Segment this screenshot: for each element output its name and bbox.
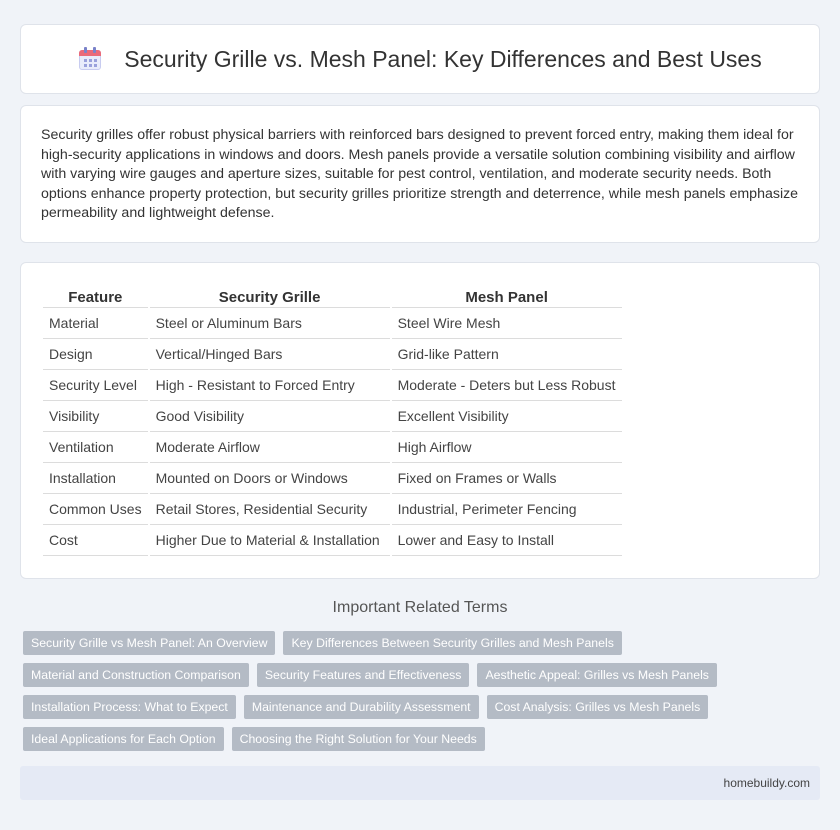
security-grille-cell: Good Visibility (150, 401, 390, 432)
mesh-panel-cell: Lower and Easy to Install (392, 525, 622, 556)
related-term-tag[interactable]: Maintenance and Durability Assessment (244, 695, 479, 719)
header-feature: Feature (43, 288, 148, 308)
related-terms-list (23, 631, 823, 759)
related-term-tag[interactable]: Material and Construction Comparison (23, 663, 249, 687)
mesh-panel-cell: Steel Wire Mesh (392, 308, 622, 339)
mesh-panel-cell: Moderate - Deters but Less Robust (392, 370, 622, 401)
feature-cell: Visibility (43, 401, 148, 432)
related-term-tag[interactable]: Choosing the Right Solution for Your Needs (232, 727, 485, 751)
related-terms-title: Important Related Terms (332, 599, 508, 616)
footer (20, 766, 820, 800)
table-header-row (43, 288, 622, 308)
table-row (43, 370, 622, 401)
security-grille-cell: Higher Due to Material & Installation (150, 525, 390, 556)
security-grille-cell: Moderate Airflow (150, 432, 390, 463)
related-terms-row (23, 695, 823, 719)
feature-cell: Design (43, 339, 148, 370)
table-row (43, 525, 622, 556)
title-card (20, 24, 820, 94)
related-terms-row (23, 727, 823, 751)
feature-cell: Material (43, 308, 148, 339)
mesh-panel-cell: Fixed on Frames or Walls (392, 463, 622, 494)
footer-site: homebuildy.com (723, 776, 810, 790)
security-grille-cell: High - Resistant to Forced Entry (150, 370, 390, 401)
header-mesh-panel: Mesh Panel (392, 288, 622, 308)
header-security-grille: Security Grille (150, 288, 390, 308)
related-terms-row (23, 631, 823, 655)
related-term-tag[interactable]: Cost Analysis: Grilles vs Mesh Panels (487, 695, 709, 719)
related-term-tag[interactable]: Aesthetic Appeal: Grilles vs Mesh Panels (477, 663, 717, 687)
table-row (43, 401, 622, 432)
security-grille-cell: Retail Stores, Residential Security (150, 494, 390, 525)
page-title (78, 46, 761, 73)
related-term-tag[interactable]: Ideal Applications for Each Option (23, 727, 224, 751)
feature-cell: Ventilation (43, 432, 148, 463)
related-term-tag[interactable]: Security Grille vs Mesh Panel: An Overview (23, 631, 275, 655)
mesh-panel-cell: High Airflow (392, 432, 622, 463)
related-term-tag[interactable]: Key Differences Between Security Grilles and Mesh Panels (283, 631, 621, 655)
comparison-card (20, 262, 820, 579)
calendar-icon (78, 46, 102, 72)
table-row (43, 432, 622, 463)
related-term-tag[interactable]: Installation Process: What to Expect (23, 695, 236, 719)
security-grille-cell: Vertical/Hinged Bars (150, 339, 390, 370)
table-row (43, 463, 622, 494)
table-row (43, 494, 622, 525)
related-terms-row (23, 663, 823, 687)
related-term-tag[interactable]: Security Features and Effectiveness (257, 663, 470, 687)
mesh-panel-cell: Excellent Visibility (392, 401, 622, 432)
feature-cell: Security Level (43, 370, 148, 401)
comparison-table (41, 288, 624, 556)
table-row (43, 339, 622, 370)
feature-cell: Common Uses (43, 494, 148, 525)
page-title-text: Security Grille vs. Mesh Panel: Key Differences and Best Uses (124, 45, 762, 72)
feature-cell: Installation (43, 463, 148, 494)
mesh-panel-cell: Industrial, Perimeter Fencing (392, 494, 622, 525)
mesh-panel-cell: Grid-like Pattern (392, 339, 622, 370)
intro-paragraph: Security grilles offer robust physical barriers with reinforced bars designed to prevent forced entry, making them ideal for high-security applications in windows and doors. Mesh panels provide a versatile solution combining visibility and airflow with varying wire gauges and aperture sizes, suitable for pest control, ventilation, and moderate security needs. Both options enhance property protection, but security grilles prioritize strength and deterrence, while mesh panels emphasize permeability and lightweight defense. (41, 127, 799, 221)
security-grille-cell: Mounted on Doors or Windows (150, 463, 390, 494)
feature-cell: Cost (43, 525, 148, 556)
intro-card (20, 105, 820, 243)
security-grille-cell: Steel or Aluminum Bars (150, 308, 390, 339)
table-row (43, 308, 622, 339)
